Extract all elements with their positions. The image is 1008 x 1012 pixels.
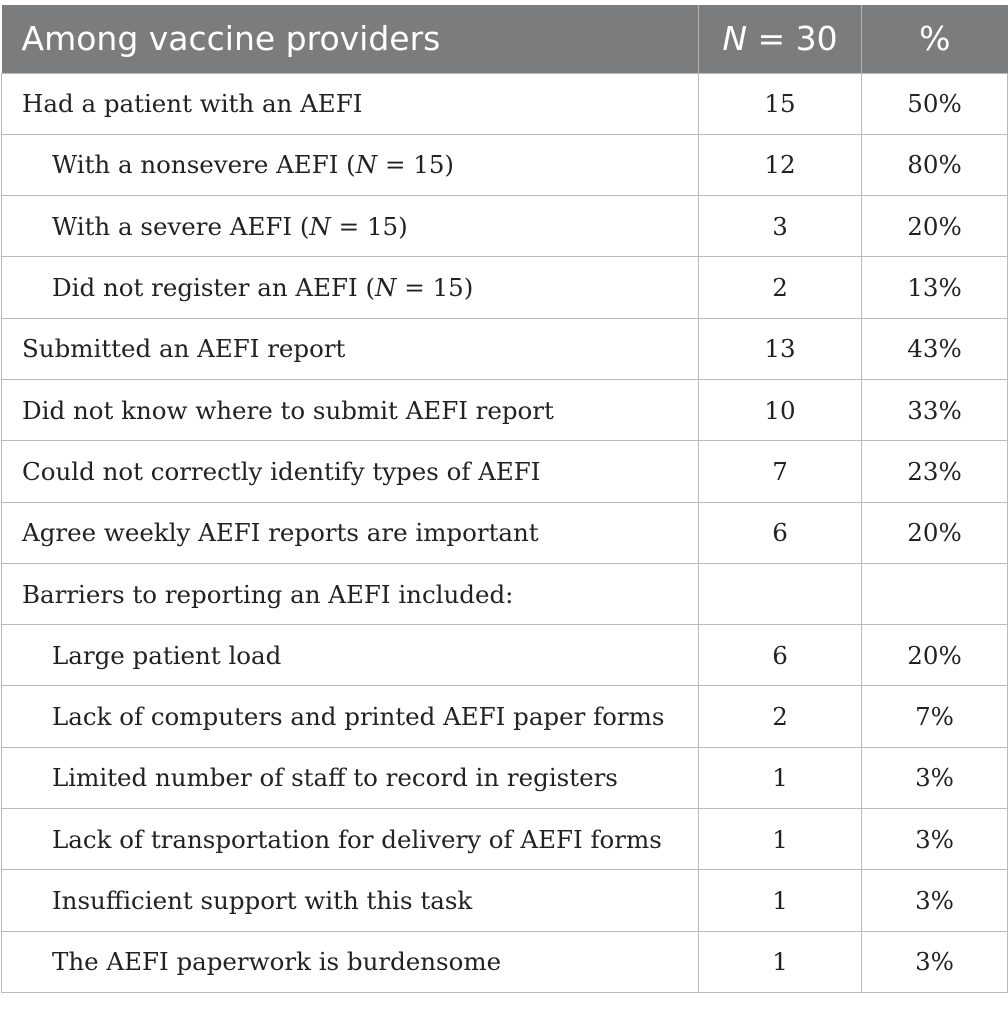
header-count-value: = 30 <box>747 19 838 59</box>
table-row <box>2 73 1008 134</box>
row-count: 1 <box>699 747 862 808</box>
row-label <box>2 134 699 195</box>
row-label-text: Large patient load <box>52 640 282 670</box>
row-count: 15 <box>699 73 862 134</box>
row-label-text: Agree weekly AEFI reports are important <box>22 518 539 548</box>
row-label-n: N <box>355 150 378 180</box>
row-percent: 3% <box>862 809 1008 870</box>
row-label <box>2 73 699 134</box>
row-count: 6 <box>699 502 862 563</box>
row-label-text: With a severe AEFI ( <box>52 211 310 241</box>
header-category: Among vaccine providers <box>2 5 699 73</box>
row-label-text: Barriers to reporting an AEFI included: <box>22 579 514 609</box>
row-count: 13 <box>699 318 862 379</box>
row-count <box>699 563 862 624</box>
table-header <box>2 5 1008 73</box>
table-row <box>2 931 1008 992</box>
row-percent: 43% <box>862 318 1008 379</box>
row-count: 7 <box>699 441 862 502</box>
row-label <box>2 870 699 931</box>
row-percent: 23% <box>862 441 1008 502</box>
row-percent: 3% <box>862 747 1008 808</box>
row-label-text: Could not correctly identify types of AEFI <box>22 456 541 486</box>
row-count: 1 <box>699 931 862 992</box>
table-row <box>2 196 1008 257</box>
header-row <box>2 5 1008 73</box>
row-percent: 7% <box>862 686 1008 747</box>
row-label <box>2 931 699 992</box>
row-percent: 20% <box>862 196 1008 257</box>
table-row <box>2 257 1008 318</box>
header-percent: % <box>919 19 951 59</box>
table-row <box>2 379 1008 440</box>
row-count: 12 <box>699 134 862 195</box>
row-percent: 3% <box>862 931 1008 992</box>
row-label <box>2 318 699 379</box>
row-label <box>2 563 699 624</box>
row-label-text: Submitted an AEFI report <box>22 334 346 364</box>
row-label <box>2 686 699 747</box>
row-label <box>2 441 699 502</box>
row-label-n: N <box>309 211 331 241</box>
table-body <box>2 73 1008 992</box>
row-percent: 20% <box>862 625 1008 686</box>
row-label <box>2 747 699 808</box>
row-label-n: N <box>375 273 397 303</box>
row-label-suffix: = 15) <box>396 273 474 303</box>
table-row <box>2 870 1008 931</box>
row-percent: 3% <box>862 870 1008 931</box>
row-count: 3 <box>699 196 862 257</box>
row-label-text: The AEFI paperwork is burdensome <box>52 947 502 977</box>
row-count: 10 <box>699 379 862 440</box>
table-row <box>2 809 1008 870</box>
table-row <box>2 686 1008 747</box>
table-row <box>2 318 1008 379</box>
row-label <box>2 257 699 318</box>
row-label-text: Did not register an AEFI ( <box>52 273 376 303</box>
table-row <box>2 502 1008 563</box>
row-label <box>2 809 699 870</box>
row-label-text: Lack of computers and printed AEFI paper forms <box>52 702 665 732</box>
table-row <box>2 625 1008 686</box>
row-label-text: Did not know where to submit AEFI report <box>22 395 554 425</box>
row-count: 1 <box>699 870 862 931</box>
row-label-text: Lack of transportation for delivery of AEFI forms <box>52 824 662 854</box>
header-count-n: N <box>722 19 748 59</box>
aefi-table <box>1 5 1008 993</box>
row-percent: 20% <box>862 502 1008 563</box>
row-label-suffix: = 15) <box>377 150 454 180</box>
row-percent: 80% <box>862 134 1008 195</box>
row-label-suffix: = 15) <box>330 211 408 241</box>
row-count: 2 <box>699 257 862 318</box>
row-label <box>2 196 699 257</box>
row-percent: 50% <box>862 73 1008 134</box>
row-label-text: Had a patient with an AEFI <box>22 89 363 119</box>
row-label <box>2 379 699 440</box>
row-percent <box>862 563 1008 624</box>
header-count <box>699 5 862 73</box>
row-label <box>2 625 699 686</box>
row-label-text: Limited number of staff to record in registers <box>52 763 618 793</box>
row-label <box>2 502 699 563</box>
row-count: 1 <box>699 809 862 870</box>
row-percent: 13% <box>862 257 1008 318</box>
table-row <box>2 441 1008 502</box>
row-label-text: With a nonsevere AEFI ( <box>52 150 356 180</box>
table-row <box>2 134 1008 195</box>
row-count: 2 <box>699 686 862 747</box>
row-count: 6 <box>699 625 862 686</box>
row-label-text: Insufficient support with this task <box>52 886 473 915</box>
table-row <box>2 747 1008 808</box>
table-row <box>2 563 1008 624</box>
row-percent: 33% <box>862 379 1008 440</box>
